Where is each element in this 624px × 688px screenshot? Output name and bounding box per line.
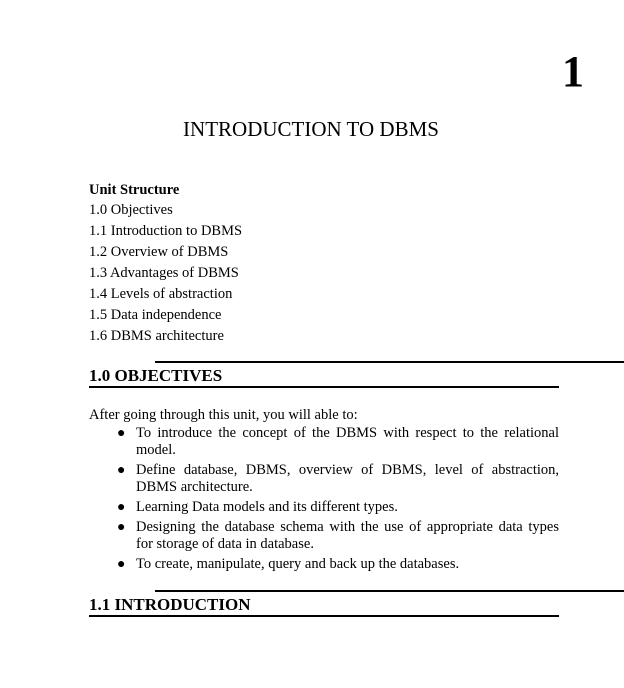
objective-bullet-text: Learning Data models and its different types. xyxy=(136,499,398,515)
objectives-intro: After going through this unit, you will able to: xyxy=(89,407,358,423)
objective-bullet xyxy=(117,499,559,516)
objectives-bullets xyxy=(117,425,559,576)
introduction-rule-bottom xyxy=(89,615,559,617)
objective-bullet xyxy=(117,519,559,553)
unit-structure-item: 1.4 Levels of abstraction xyxy=(89,286,233,302)
unit-structure-item: 1.5 Data independence xyxy=(89,307,222,323)
unit-structure-item: 1.0 Objectives xyxy=(89,202,173,218)
objective-bullet-text: Designing the database schema with the use of appropriate data types for storage of data in database. xyxy=(136,519,559,552)
introduction-heading: 1.1 INTRODUCTION xyxy=(89,595,251,614)
bullet-dot: ● xyxy=(117,426,126,441)
chapter-title xyxy=(0,116,624,142)
bullet-dot: ● xyxy=(117,463,126,478)
unit-structure xyxy=(89,180,242,347)
objective-bullet xyxy=(117,425,559,459)
bullet-dot: ● xyxy=(117,557,126,572)
unit-structure-heading: Unit Structure xyxy=(89,182,180,198)
objective-bullet-text: To introduce the concept of the DBMS with respect to the relational model. xyxy=(136,425,559,458)
unit-structure-item: 1.6 DBMS architecture xyxy=(89,328,224,344)
unit-structure-item: 1.1 Introduction to DBMS xyxy=(89,223,243,239)
objective-bullet-text: To create, manipulate, query and back up the databases. xyxy=(136,556,460,572)
objectives-rule-bottom xyxy=(89,386,559,388)
introduction-rule-top xyxy=(155,590,624,592)
chapter-number: 1 xyxy=(562,47,584,96)
bullet-dot: ● xyxy=(117,500,126,515)
objectives-rule-top xyxy=(155,361,624,363)
bullet-dot: ● xyxy=(117,520,126,535)
objectives-heading: 1.0 OBJECTIVES xyxy=(89,366,223,385)
unit-structure-item: 1.2 Overview of DBMS xyxy=(89,244,229,260)
objective-bullet xyxy=(117,556,559,573)
chapter-title-text: INTRODUCTION TO DBMS xyxy=(183,117,439,141)
objective-bullet xyxy=(117,462,559,496)
unit-structure-list xyxy=(89,200,242,347)
unit-structure-item: 1.3 Advantages of DBMS xyxy=(89,265,239,281)
objective-bullet-text: Define database, DBMS, overview of DBMS, level of abstraction, DBMS architecture. xyxy=(136,462,559,495)
